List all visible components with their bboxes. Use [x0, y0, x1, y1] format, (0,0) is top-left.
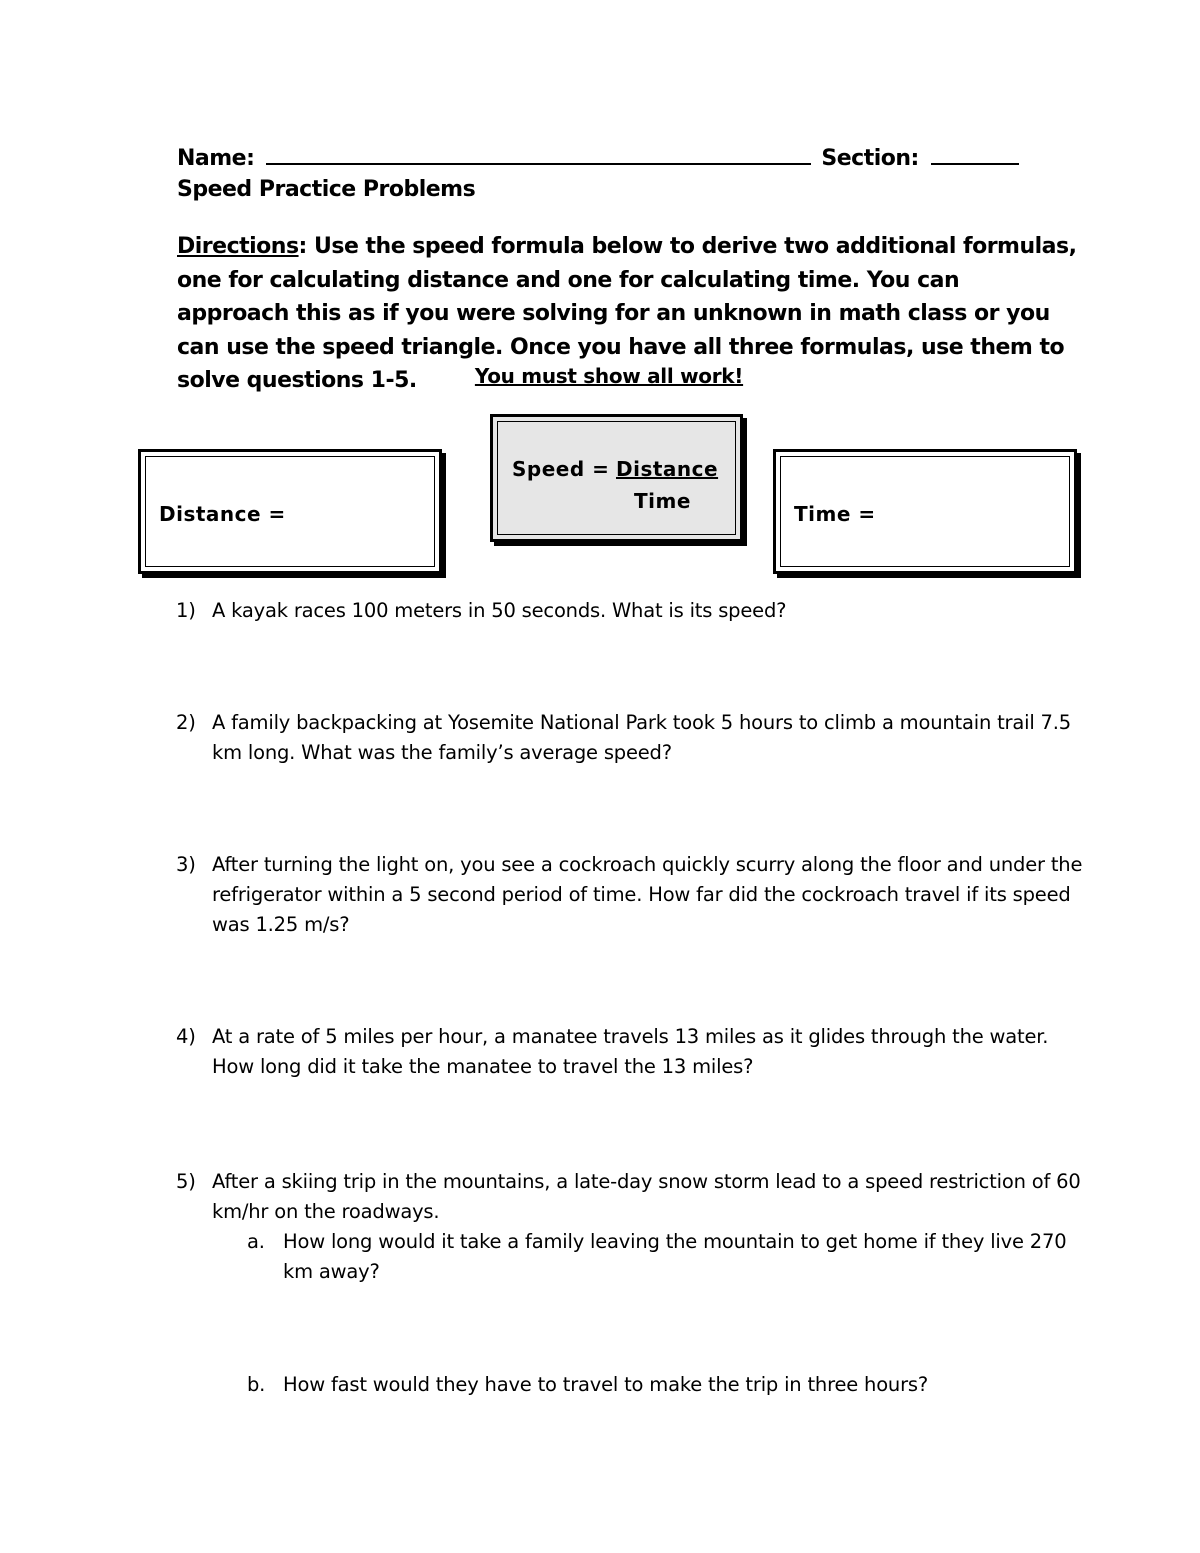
sub-question-letter: b.	[247, 1373, 266, 1396]
name-line	[177, 143, 1017, 171]
speed-formula-box	[490, 414, 743, 542]
sub-question-letter: a.	[247, 1230, 265, 1253]
question-text: After a skiing trip in the mountains, a late-day snow storm lead to a speed restriction of 60 km/hr on the roadways.	[212, 1170, 1081, 1223]
question-text: After turning the light on, you see a cockroach quickly scurry along the floor and under the refrigerator within a 5 second period of time. How far did the cockroach travel if its speed was 1.25 m/s?	[212, 853, 1083, 936]
directions-text: : Use the speed formula below to derive two additional formulas, one for calculating distance and one for calculating time. You can approach this as if you were solving for an unknown in math class or you can use the speed triangle. Once you have all three formulas, use them to solve questions 1-5.	[177, 234, 1077, 393]
question-text: A kayak races 100 meters in 50 seconds. What is its speed?	[212, 599, 787, 622]
speed-formula-numerator: Distance	[616, 457, 719, 481]
directions-label: Directions	[177, 234, 299, 259]
question-number: 5)	[176, 1170, 196, 1193]
question-number: 3)	[176, 853, 196, 876]
section-field[interactable]	[931, 143, 1019, 165]
sub-question-text: How fast would they have to travel to make the trip in three hours?	[283, 1373, 929, 1396]
question-text: A family backpacking at Yosemite National Park took 5 hours to climb a mountain trail 7.5 km long. What was the family’s average speed?	[212, 711, 1071, 764]
distance-formula-box[interactable]	[138, 449, 442, 574]
speed-formula-denominator: Time	[634, 489, 691, 513]
question-number: 4)	[176, 1025, 196, 1048]
distance-formula-label: Distance =	[159, 502, 286, 526]
question-number: 1)	[176, 599, 196, 622]
must-show-work-note: You must show all work!	[474, 364, 744, 388]
sub-question-text: How long would it take a family leaving the mountain to get home if they live 270 km away?	[283, 1230, 1067, 1283]
speed-formula-label: Speed =	[512, 457, 610, 481]
question-number: 2)	[176, 711, 196, 734]
section-label: Section:	[821, 146, 919, 171]
time-formula-label: Time =	[794, 502, 876, 526]
name-label: Name:	[177, 146, 255, 171]
name-field[interactable]	[266, 143, 811, 165]
question-text: At a rate of 5 miles per hour, a manatee travels 13 miles as it glides through the water. How long did it take the manatee to travel the 13 miles?	[212, 1025, 1049, 1078]
worksheet-title: Speed Practice Problems	[177, 177, 476, 202]
time-formula-box[interactable]	[773, 449, 1077, 574]
